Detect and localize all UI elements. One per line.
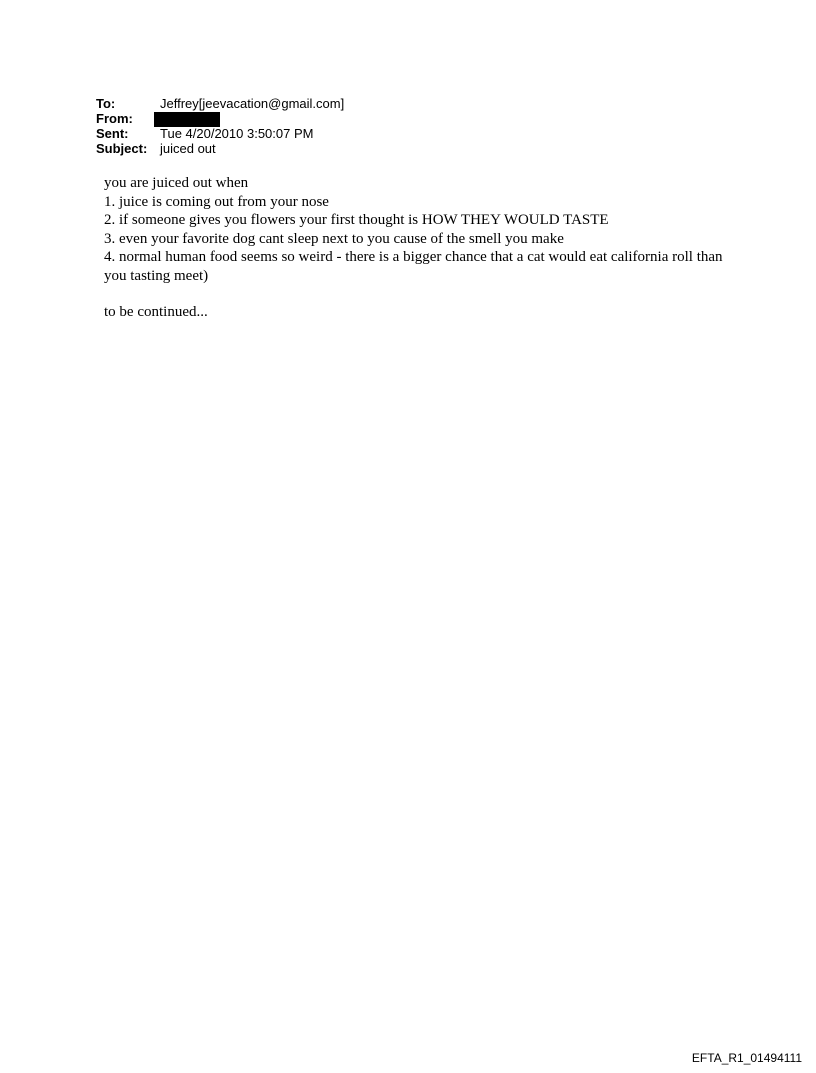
sent-value: Tue 4/20/2010 3:50:07 PM xyxy=(160,126,314,141)
subject-row xyxy=(96,141,344,156)
body-closing: to be continued... xyxy=(104,304,208,320)
sent-row xyxy=(96,126,344,141)
subject-value: juiced out xyxy=(160,141,216,156)
from-label: From: xyxy=(96,111,133,126)
email-body xyxy=(104,174,724,322)
document-id: EFTA_R1_01494111 xyxy=(691,1051,802,1065)
body-line-2: 2. if someone gives you flowers your first thought is HOW THEY WOULD TASTE xyxy=(104,212,609,228)
body-line-3: 3. even your favorite dog cant sleep next to you cause of the smell you make xyxy=(104,230,564,247)
from-row xyxy=(96,111,344,126)
paragraph-spacer xyxy=(104,285,724,303)
to-value: Jeffrey[jeevacation@gmail.com] xyxy=(160,96,345,111)
body-line-1: 1. juice is coming out from your nose xyxy=(104,193,329,210)
subject-label: Subject: xyxy=(96,141,148,156)
redaction-block xyxy=(154,112,220,127)
to-row xyxy=(96,96,344,111)
body-line-4: 4. normal human food seems so weird - there is a bigger chance that a cat would eat california roll than you tasting meet) xyxy=(104,249,723,284)
sent-label: Sent: xyxy=(96,126,129,141)
email-header xyxy=(96,96,344,156)
to-label: To: xyxy=(96,96,116,111)
body-intro: you are juiced out when xyxy=(104,175,249,191)
